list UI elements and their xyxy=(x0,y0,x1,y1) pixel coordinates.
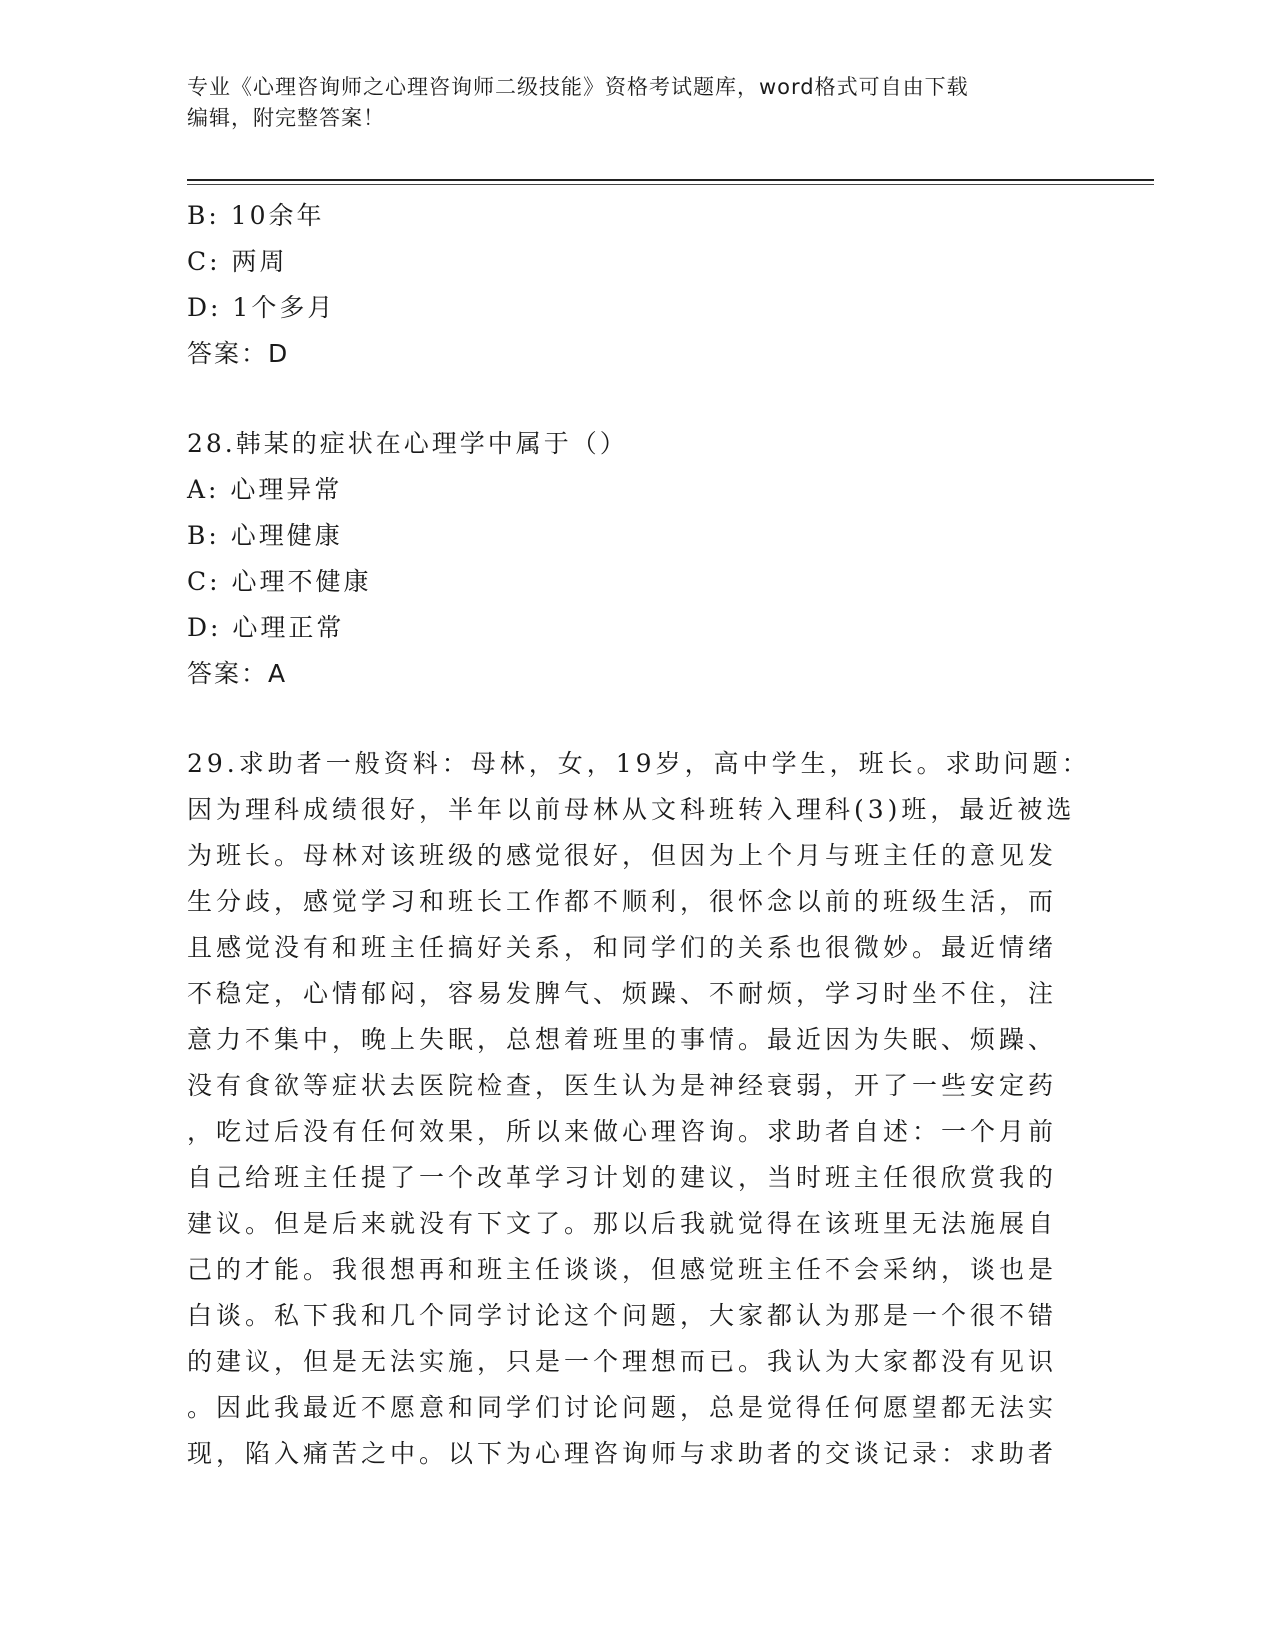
paragraph-line: 己的才能。我很想再和班主任谈谈，但感觉班主任不会采纳，谈也是 xyxy=(187,1255,1058,1284)
option-b: B: 10余年 xyxy=(187,201,325,230)
paragraph-line: 不稳定，心情郁闷，容易发脾气、烦躁、不耐烦，学习时坐不住，注 xyxy=(187,979,1058,1008)
option-c: C: 两周 xyxy=(187,247,288,276)
spacer xyxy=(187,697,1087,741)
paragraph-line: ，吃过后没有任何效果，所以来做心理咨询。求助者自述：一个月前 xyxy=(187,1117,1058,1146)
option-c: C: 心理不健康 xyxy=(187,567,372,596)
page-header xyxy=(187,72,1077,134)
paragraph-line: 意力不集中，晚上失眠，总想着班里的事情。最近因为失眠、烦躁、 xyxy=(187,1025,1058,1054)
paragraph-line: 且感觉没有和班主任搞好关系，和同学们的关系也很微妙。最近情绪 xyxy=(187,933,1058,962)
paragraph-line: 为班长。母林对该班级的感觉很好，但因为上个月与班主任的意见发 xyxy=(187,841,1058,870)
question-27-tail xyxy=(187,193,1087,377)
paragraph-line: 现，陷入痛苦之中。以下为心理咨询师与求助者的交谈记录：求助者 xyxy=(187,1439,1058,1468)
paragraph-line: 没有食欲等症状去医院检查，医生认为是神经衰弱，开了一些安定药 xyxy=(187,1071,1058,1100)
paragraph-line: 自己给班主任提了一个改革学习计划的建议，当时班主任很欣赏我的 xyxy=(187,1163,1058,1192)
paragraph-line: 建议。但是后来就没有下文了。那以后我就觉得在该班里无法施展自 xyxy=(187,1209,1058,1238)
option-b: B: 心理健康 xyxy=(187,521,343,550)
spacer xyxy=(187,377,1087,421)
question-29 xyxy=(187,741,1091,1477)
paragraph-line: 。因此我最近不愿意和同学们讨论问题，总是觉得任何愿望都无法实 xyxy=(187,1393,1058,1422)
option-a: A: 心理异常 xyxy=(187,475,343,504)
option-d: D: 心理正常 xyxy=(187,613,345,642)
header-line-2: 编辑，附完整答案！ xyxy=(187,106,385,130)
question-text: 28.韩某的症状在心理学中属于（） xyxy=(187,429,628,458)
paragraph-line: 29.求助者一般资料：母林，女，19岁，高中学生，班长。求助问题： xyxy=(187,749,1091,778)
header-line-1: 专业《心理咨询师之心理咨询师二级技能》资格考试题库，word格式可自由下载 xyxy=(187,75,969,99)
header-divider-thin xyxy=(187,184,1154,185)
paragraph-line: 因为理科成绩很好，半年以前母林从文科班转入理科(3)班，最近被选 xyxy=(187,795,1076,824)
option-d: D: 1个多月 xyxy=(187,293,336,322)
header-divider-thick xyxy=(187,179,1154,181)
document-body xyxy=(187,193,1091,1477)
question-28 xyxy=(187,421,1087,697)
answer-line: 答案：A xyxy=(187,659,288,688)
answer-line: 答案：D xyxy=(187,339,290,368)
paragraph-line: 的建议，但是无法实施，只是一个理想而已。我认为大家都没有见识 xyxy=(187,1347,1058,1376)
paragraph-line: 白谈。私下我和几个同学讨论这个问题，大家都认为那是一个很不错 xyxy=(187,1301,1058,1330)
paragraph-line: 生分歧，感觉学习和班长工作都不顺利，很怀念以前的班级生活，而 xyxy=(187,887,1058,916)
